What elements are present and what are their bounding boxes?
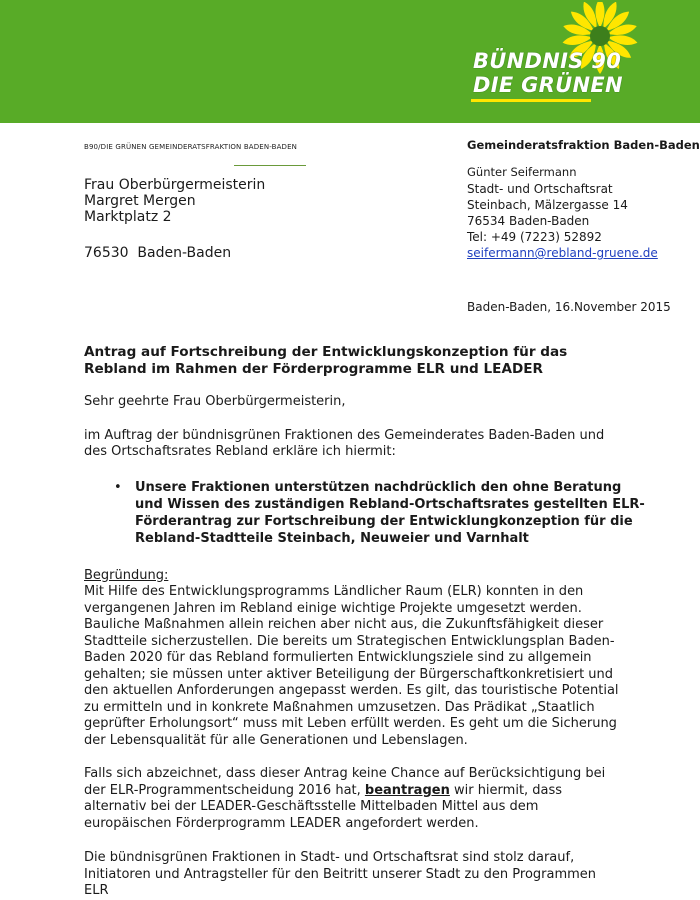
contact-block	[467, 138, 700, 261]
contact-city: 76534 Baden-Baden	[467, 214, 590, 228]
recipient-line: Frau Oberbürgermeisterin	[84, 177, 266, 193]
contact-phone: Tel: +49 (7223) 52892	[467, 230, 602, 244]
logo-text-line2: DIE GRÜNEN	[473, 73, 623, 97]
letter-date: Baden-Baden, 16.November 2015	[467, 300, 671, 314]
letter-intro: im Auftrag der bündnisgrünen Fraktionen des Gemeinderates Baden-Baden und des Ortschaftsrates Rebland erkläre ich hiermit:	[84, 427, 605, 459]
bullet-statement	[84, 479, 645, 547]
reason-paragraph: Mit Hilfe des Entwicklungsprogramms Ländlicher Raum (ELR) konnten in den vergangenen Jahren im Rebland einige wichtige Projekte umgesetzt werden. Bauliche Maßnahmen allein reichen aber nicht aus, die Zukunftsfähigkeit dieser Stadtteile sicherzustellen. Die bereits um Strategischen Entwicklungsplan Baden-Baden 2020 für das Rebland formulierten Entwicklungsziele sind zu allgemein gehalten; sie müssen unter aktiver Beteiligung der Bürgerschaftkonkretisiert und den aktuellen Anforderungen angepasst werden. Es gilt, das touristische Potential zu ermitteln und in konkrete Maßnahmen umzusetzen. Das Prädikat „Staatlich geprüfter Erholungsort“ muss mit Leben erfüllt werden. Es geht um die Sicherung der Lebensqualität für alle Generationen und Lebenslagen.	[84, 584, 619, 748]
paragraph-closing: Die bündnisgrünen Fraktionen in Stadt- und Ortschaftsrat sind stolz darauf, Initiatoren und Antragsteller für den Beitritt unserer Stadt zu den Programmen ELR	[84, 850, 597, 898]
emphasis-beantragen: beantragen	[364, 782, 450, 798]
sender-divider	[234, 165, 306, 166]
contact-org: Gemeinderatsfraktion Baden-Baden	[467, 138, 700, 152]
reason-heading: Begründung:	[84, 567, 169, 583]
recipient-city: 76530 Baden-Baden	[84, 245, 232, 261]
letter-body	[84, 344, 645, 900]
contact-street: Steinbach, Mälzergasse 14	[467, 198, 628, 212]
recipient-address	[84, 177, 265, 261]
logo-underline	[471, 99, 591, 102]
paragraph-leader-end: wir hiermit, dass alternativ bei der LEADER-Geschäftsstelle Mittelbaden Mittel aus dem europäischen Förderprogramm LEADER angefordert werden.	[84, 782, 563, 831]
letter-subject: Antrag auf Fortschreibung der Entwicklungskonzeption für das Rebland im Rahmen der Förderprogramme ELR und LEADER	[84, 344, 568, 377]
paragraph-leader	[84, 766, 624, 832]
contact-role: Stadt- und Ortschaftsrat	[467, 182, 613, 196]
logo-text-line1: BÜNDNIS 90	[473, 49, 622, 73]
recipient-line: Marktplatz 2	[84, 209, 172, 225]
contact-email-link[interactable]: seifermann@rebland-gruene.de	[467, 246, 658, 260]
letter-salutation: Sehr geehrte Frau Oberbürgermeisterin,	[84, 394, 346, 409]
paragraph-leader-start: Falls sich abzeichnet, dass dieser Antrag keine Chance auf Berücksichtigung bei der ELR-Programmentscheidung 2016 hat,	[84, 766, 606, 798]
header-band	[0, 0, 700, 123]
recipient-line: Margret Mergen	[84, 193, 196, 209]
sender-address-line: B90/DIE GRÜNEN GEMEINDERATSFRAKTION BADEN-BADEN	[84, 143, 298, 151]
bullet-dot-icon: •	[114, 479, 122, 495]
contact-name: Günter Seifermann	[467, 165, 577, 179]
party-logo	[466, 2, 700, 123]
bullet-text: Unsere Fraktionen unterstützen nachdrücklich den ohne Beratung und Wissen des zuständigen Rebland-Ortschaftsrates gestellten ELR-Förderantrag zur Fortschreibung der Entwicklungkonzeption für die Rebland-Stadtteile Steinbach, Neuweier und Varnhalt	[135, 479, 645, 546]
